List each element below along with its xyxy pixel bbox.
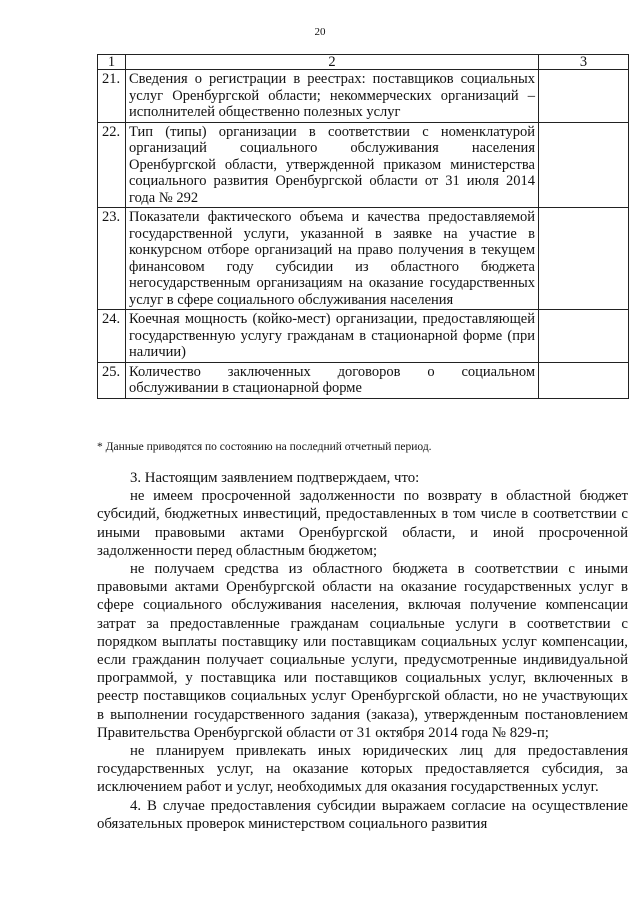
paragraph-no-debt: не имеем просроченной задолженности по возврату в областной бюджет субсидий, бюджетных инвестиций, предоставленных в том числе в соответствии с иными правовыми актами Оренбургской области, и иной просроченной задолженности перед областным бюджетом; xyxy=(97,488,628,559)
header-cell-3: 3 xyxy=(539,55,629,70)
body-text xyxy=(97,469,628,833)
page-number: 20 xyxy=(314,26,326,38)
row-value xyxy=(539,208,629,310)
row-number: 24. xyxy=(98,310,126,363)
row-value xyxy=(539,362,629,398)
paragraph-no-other-funds: не получаем средства из областного бюджета в соответствии с иными правовыми актами Оренбургской области на оказание государственных услуг в сфере социального обслуживания населения, включая получение компенсации затрат за предоставленные гражданам социальные услуги в соответствии с порядком выплаты поставщику или поставщикам социальных услуг компенсации, если гражданин получает социальные услуги, предусмотренные индивидуальной программой, у поставщика или поставщиков социальных услуг, включенных в реестр поставщиков социальных услуг Оренбургской области, но не участвующих в выполнении государственного задания (заказа), утвержденным постановлением Правительства Оренбургской области от 31 октября 2014 года № 829-п; xyxy=(97,561,628,741)
row-number: 23. xyxy=(98,208,126,310)
info-table xyxy=(97,54,629,399)
table-row xyxy=(98,310,629,363)
row-number: 22. xyxy=(98,122,126,208)
row-description: Сведения о регистрации в реестрах: поставщиков социальных услуг Оренбургской области; некоммерческих организаций – исполнителей общественно полезных услуг xyxy=(126,70,539,123)
row-value xyxy=(539,310,629,363)
row-description: Количество заключенных договоров о социальном обслуживании в стационарной форме xyxy=(126,362,539,398)
paragraph-no-third-parties: не планируем привлекать иных юридических лиц для предоставления государственных услуг, на оказание которых предоставляется субсидия, за исключением работ и услуг, необходимых для оказания государственных услуг. xyxy=(97,743,628,796)
table-row xyxy=(98,362,629,398)
row-description: Показатели фактического объема и качества предоставляемой государственной услуги, указанной в заявке на участие в конкурсном отборе организаций на право получения в текущем финансовом году субсидии из областного бюджета негосударственным организациям на оказание государственных услуг в сфере социального обслуживания населения xyxy=(126,208,539,310)
table-header-row xyxy=(98,55,629,70)
table-row xyxy=(98,70,629,123)
row-value xyxy=(539,122,629,208)
row-description: Тип (типы) организации в соответствии с номенклатурой организаций социального обслуживания населения Оренбургской области, утвержденной приказом министерства социального развития Оренбургской области от 31 июля 2014 года № 292 xyxy=(126,122,539,208)
header-cell-2: 2 xyxy=(126,55,539,70)
table-footnote: * Данные приводятся по состоянию на последний отчетный период. xyxy=(97,441,432,453)
row-value xyxy=(539,70,629,123)
header-cell-1: 1 xyxy=(98,55,126,70)
paragraph-section-4: 4. В случае предоставления субсидии выражаем согласие на осуществление обязательных проверок министерством социального развития xyxy=(97,797,628,832)
row-number: 25. xyxy=(98,362,126,398)
table-row xyxy=(98,122,629,208)
row-description: Коечная мощность (койко-мест) организации, предоставляющей государственную услугу гражданам в стационарной форме (при наличии) xyxy=(126,310,539,363)
table-row xyxy=(98,208,629,310)
row-number: 21. xyxy=(98,70,126,123)
paragraph-section-3-heading: 3. Настоящим заявлением подтверждаем, что: xyxy=(130,470,420,486)
